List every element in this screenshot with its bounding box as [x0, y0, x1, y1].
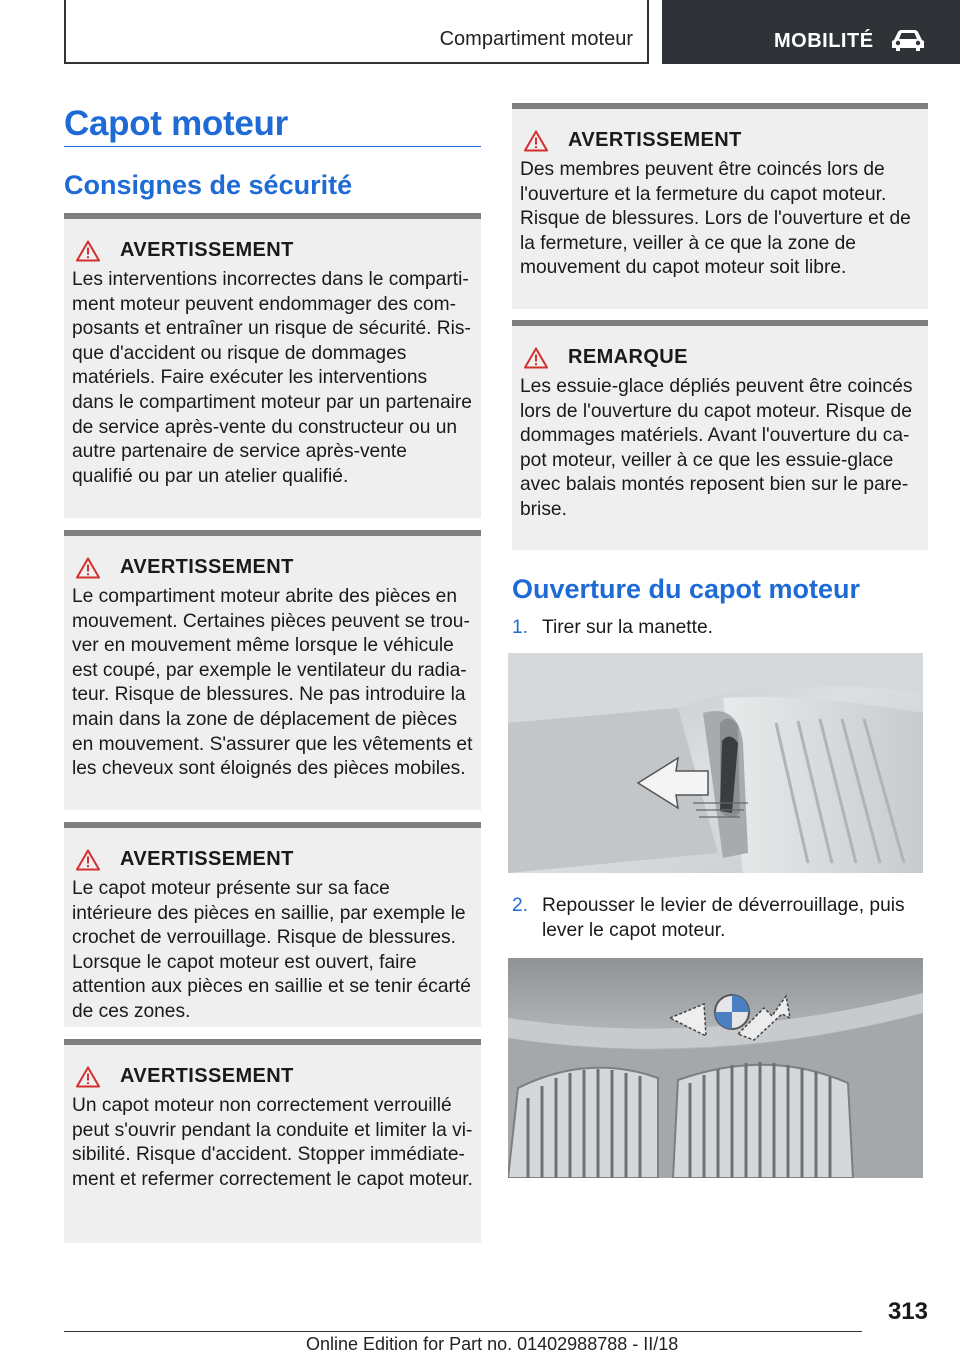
- warning-box: [64, 1039, 481, 1243]
- section-heading-opening: Ouverture du capot moteur: [512, 574, 861, 604]
- footer-edition: Online Edition for Part no. 01402988788 - II/18: [306, 1334, 679, 1354]
- title-divider: [64, 146, 481, 147]
- warning-text: Les interventions incorrectes dans le compartiment moteur peuvent endommager des composants et entraîner un risque de sécurité. Risque d'accident ou risque de dommages matériels. Faire exécuter les interventions dans le compartiment moteur par un partenaire de service après-vente du constructeur ou un autre partenaire de service après-vente qualifié ou par un atelier qualifié.: [72, 269, 472, 487]
- warning-triangle-icon: [76, 1066, 100, 1088]
- header-section-tab: [64, 0, 649, 64]
- warning-label: AVERTISSEMENT: [120, 239, 294, 261]
- step-text: Repousser le levier de déverrouillage, puis lever le capot moteur.: [542, 895, 905, 941]
- warning-text: Un capot moteur non correctement verrouillé peut s'ouvrir pendant la conduite et limiter la visibilité. Risque d'accident. Stopper immédiatement et refermer correctement le capot moteur.: [72, 1095, 473, 1190]
- warning-text: Le compartiment moteur abrite des pièces en mouvement. Certaines pièces peuvent se trouver en mouvement même lorsque le véhicule est coupé, par exemple le ventilateur du radiateur. Risque de blessures. Ne pas introduire la main dans la zone de déplacement de pièces en mouvement. S'assurer que les vêtements et les cheveux sont éloignés des pièces mobiles.: [72, 586, 473, 780]
- header-section-title: Compartiment moteur: [439, 28, 633, 50]
- warning-label: AVERTISSEMENT: [120, 848, 294, 870]
- page-number: 313: [887, 1298, 928, 1325]
- warning-triangle-icon: [76, 240, 100, 262]
- section-heading-safety: Consignes de sécurité: [64, 170, 353, 200]
- hood-unlock-illustration: [508, 958, 923, 1178]
- page-title: Capot moteur: [64, 104, 288, 143]
- warning-box: [64, 213, 481, 518]
- notice-box: [512, 320, 928, 550]
- header-chapter-tab: [662, 0, 960, 64]
- warning-box: [512, 103, 928, 309]
- step-item: [512, 894, 928, 943]
- warning-text: Des membres peuvent être coincés lors de l'ouverture et la fermeture du capot moteur. Risque de blessures. Lors de l'ouverture et de la fermeture, veiller à ce que la zone de mouvement du capot moteur soit libre.: [520, 159, 911, 279]
- warning-label: AVERTISSEMENT: [120, 556, 294, 578]
- warning-triangle-icon: [76, 849, 100, 871]
- step-number: 1.: [512, 617, 529, 638]
- car-icon: [890, 28, 926, 52]
- warning-label: AVERTISSEMENT: [568, 129, 742, 151]
- header-chapter-title: MOBILITÉ: [774, 30, 874, 52]
- warning-triangle-icon: [524, 347, 548, 369]
- warning-triangle-icon: [76, 557, 100, 579]
- step-number: 2.: [512, 895, 529, 916]
- notice-text: Les essuie-glace dépliés peuvent être coincés lors de l'ouverture du capot moteur. Risque de dommages matériels. Avant l'ouverture du capot moteur, veiller à ce que les essuie-glace avec balais montés reposent bien sur le pare-brise.: [520, 376, 913, 520]
- step-item: [512, 616, 928, 641]
- warning-text: Le capot moteur présente sur sa face intérieure des pièces en saillie, par exemple le crochet de verrouillage. Risque de blessures. Lorsque le capot moteur est ouvert, faire attention aux pièces en saillie et se tenir écarté de ces zones.: [72, 878, 471, 1022]
- warning-triangle-icon: [524, 130, 548, 152]
- warning-box: [64, 822, 481, 1027]
- warning-label: AVERTISSEMENT: [120, 1065, 294, 1087]
- warning-box: [64, 530, 481, 810]
- hood-release-lever-illustration: [508, 653, 923, 873]
- footer-divider: [64, 1331, 862, 1332]
- notice-label: REMARQUE: [568, 346, 688, 368]
- step-text: Tirer sur la manette.: [542, 617, 713, 638]
